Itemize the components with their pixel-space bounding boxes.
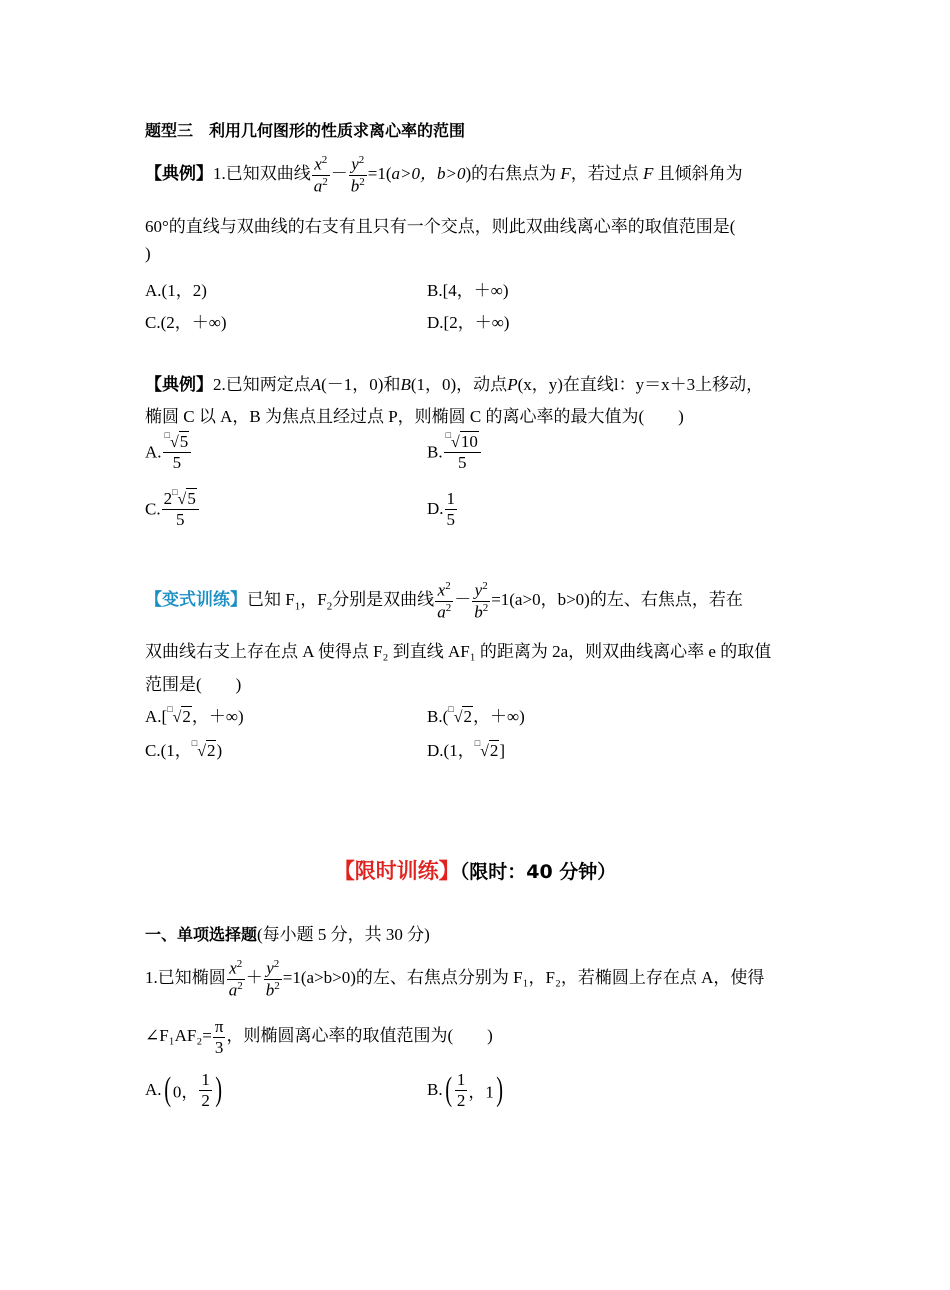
fraction-x2-a2: $\frac{x^2}{a^2}$	[313, 154, 328, 196]
ex2-option-c: C. $\frac{2^□√5}{5}$	[145, 489, 200, 530]
variant-option-a: A.[□√2，＋∞)	[145, 704, 244, 726]
q1-option-a: A.( 0， $\frac{1}{2}$ )	[145, 1070, 222, 1110]
ex1-option-b: B.[4，＋∞)	[427, 281, 509, 300]
fraction-pi-3: $\frac{\pi}{3}$	[214, 1017, 224, 1057]
fraction-y2-b2: $\frac{y^2}{b^2}$	[350, 154, 365, 196]
example-2-line-1: 【典例】2.已知两定点A(－1，0)和B(1，0)，动点P(x，y)在直线l：y＝x＋3上移动，	[145, 375, 764, 395]
variant-label: 【变式训练】	[145, 590, 247, 610]
example-label: 【典例】	[145, 375, 213, 395]
section-title: 题型三 利用几何图形的性质求离心率的范围	[145, 121, 466, 140]
variant-line-3: 范围是( )	[145, 675, 242, 694]
variant-line-1: 【变式训练】已知 $F_1$，$F_2$分别是双曲线 $\frac{x^2}{a^2}$ － $\frac{y^2}{b^2}$ =1(a>0，b>0)的左、右焦点，若在	[145, 580, 743, 622]
variant-line-2: 双曲线右支上存在点 A 使得点 F₂ 到直线 AF₁ 的距离为 2a，则双曲线离心率 e 的取值	[145, 642, 772, 661]
example-label: 【典例】	[145, 164, 213, 184]
q1-line-1: 1.已知椭圆 $\frac{x^2}{a^2}$ ＋ $\frac{y^2}{b^2}$ =1(a>b>0)的左、右焦点分别为 F₁，F₂，若椭圆上存在点 A，使得	[145, 958, 765, 1000]
q1-option-b: B.( $\frac{1}{2}$ ，1)	[427, 1070, 503, 1110]
ex2-option-d: D. $\frac{1}{5}$	[427, 489, 456, 529]
fraction-x2-a2: $\frac{x^2}{a^2}$	[437, 580, 452, 622]
fraction-x2-a2: $\frac{x^2}{a^2}$	[228, 958, 243, 1000]
ex1-option-d: D.[2，＋∞)	[427, 313, 510, 332]
variant-option-b: B.(□√2，＋∞)	[427, 704, 525, 726]
variant-option-c: C.(1，□√2)	[145, 738, 223, 760]
part-1-heading: 一、单项选择题(每小题 5 分，共 30 分)	[145, 925, 430, 944]
q1-line-2: ∠F₁AF₂= $\frac{\pi}{3}$ ，则椭圆离心率的取值范围为( )	[145, 1017, 493, 1057]
example-1-line-2: 60°的直线与双曲线的右支有且只有一个交点，则此双曲线离心率的取值范围是(	[145, 217, 736, 236]
example-1-line-1: 【典例】1.已知双曲线 $\frac{x^2}{a^2}$ － $\frac{y^2}{b^2}$ =1(a>0，b>0)的右焦点为 F，若过点 F 且倾斜角为	[145, 154, 743, 196]
ex2-option-a: A. $\frac{^□√5}{5}$	[145, 432, 192, 473]
variant-option-d: D.(1，□√2]	[427, 738, 506, 760]
example-1-line-3: )	[145, 244, 151, 263]
ex1-option-a: A.(1，2)	[145, 281, 207, 300]
ex2-option-b: B. $\frac{^□√10}{5}$	[427, 432, 482, 473]
timed-training-title: 【限时训练】（限时：40 分钟）	[333, 859, 617, 883]
ex1-option-c: C.(2，＋∞)	[145, 313, 227, 332]
fraction-y2-b2: $\frac{y^2}{b^2}$	[265, 958, 280, 1000]
example-2-line-2: 椭圆 C 以 A，B 为焦点且经过点 P，则椭圆 C 的离心率的最大值为( )	[145, 407, 684, 426]
fraction-y2-b2: $\frac{y^2}{b^2}$	[474, 580, 489, 622]
